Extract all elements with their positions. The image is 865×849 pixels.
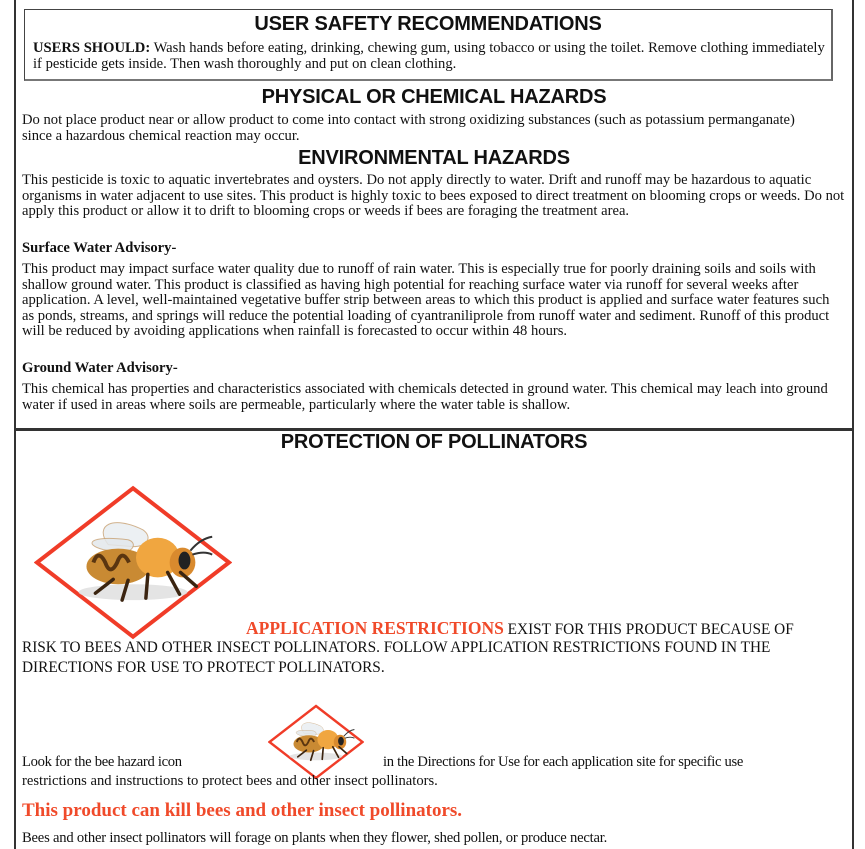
surface-water-advisory-heading: Surface Water Advisory- bbox=[22, 240, 177, 256]
user-safety-text bbox=[33, 41, 828, 72]
surface-water-advisory-text: This product may impact surface water quality due to runoff of rain water. This is especially true for poorly draining soils and soils with shallow ground water. This product is classified as having high potential for reaching surface water via runoff for several weeks after application. A level, well-maintained vegetative buffer strip between areas to which this product is applied and surface water features such as ponds, streams, and springs will reduce the potential loading of cyantraniliprole from runoff water and sediment. Runoff of this product will be reduced by avoiding applications when rainfall is forecasted to occur within 48 hours. bbox=[22, 261, 830, 340]
restrictions-line1-text: EXIST FOR THIS PRODUCT BECAUSE OF bbox=[503, 621, 794, 638]
pollinators-heading: PROTECTION OF POLLINATORS bbox=[280, 431, 588, 453]
page-border-right bbox=[852, 0, 854, 849]
application-restrictions-label: APPLICATION RESTRICTIONS bbox=[246, 618, 504, 638]
ground-water-advisory-heading: Ground Water Advisory- bbox=[22, 360, 178, 376]
physical-hazards-heading: PHYSICAL OR CHEMICAL HAZARDS bbox=[261, 86, 607, 108]
application-restrictions-line2: RISK TO BEES AND OTHER INSECT POLLINATORS. FOLLOW APPLICATION RESTRICTIONS FOUND IN THE bbox=[22, 639, 771, 656]
ground-water-advisory-text: This chemical has properties and characteristics associated with chemicals detected in ground water. This chemical may leach into ground water if used in areas where soils are permeable, particularly where the water table is shallow. bbox=[22, 381, 828, 413]
bee-kill-warning: This product can kill bees and other insect pollinators. bbox=[22, 800, 463, 821]
forage-text: Bees and other insect pollinators will forage on plants when they flower, shed pollen, or produce nectar. bbox=[22, 830, 608, 846]
physical-hazards-text: Do not place product near or allow product to come into contact with strong oxidizing substances (such as potassium permanganate) since a hazardous chemical reaction may occur. bbox=[22, 112, 795, 144]
look-for-icon-text-before: Look for the bee hazard icon bbox=[22, 754, 182, 770]
environmental-hazards-text: This pesticide is toxic to aquatic invertebrates and oysters. Do not apply directly to water. Drift and runoff may be hazardous to aquatic organisms in water adjacent to use sites. This product is highly toxic to bees exposed to direct treatment on blooming crops or weeds. Do not apply this product or allow it to drift to blooming crops or weeds if bees are foraging the treatment area. bbox=[22, 172, 845, 220]
application-restrictions-line3: DIRECTIONS FOR USE TO PROTECT POLLINATORS. bbox=[22, 659, 385, 676]
user-safety-heading: USER SAFETY RECOMMENDATIONS bbox=[254, 13, 602, 35]
page-border-left bbox=[14, 0, 16, 849]
look-for-icon-text-line2: restrictions and instructions to protect bees and other insect pollinators. bbox=[22, 773, 438, 789]
users-should-label: USERS SHOULD: bbox=[33, 40, 151, 56]
user-safety-box bbox=[24, 9, 833, 81]
bee-hazard-inline-icon bbox=[268, 703, 364, 781]
look-for-icon-text-after: in the Directions for Use for each application site for specific use bbox=[383, 754, 744, 770]
environmental-hazards-heading: ENVIRONMENTAL HAZARDS bbox=[298, 147, 570, 169]
bee-hazard-icon bbox=[34, 485, 232, 640]
user-safety-body: Wash hands before eating, drinking, chewing gum, using tobacco or using the toilet. Remove clothing immediately if pesticide gets inside. Then wash thoroughly and put on clean clothing. bbox=[33, 40, 825, 72]
